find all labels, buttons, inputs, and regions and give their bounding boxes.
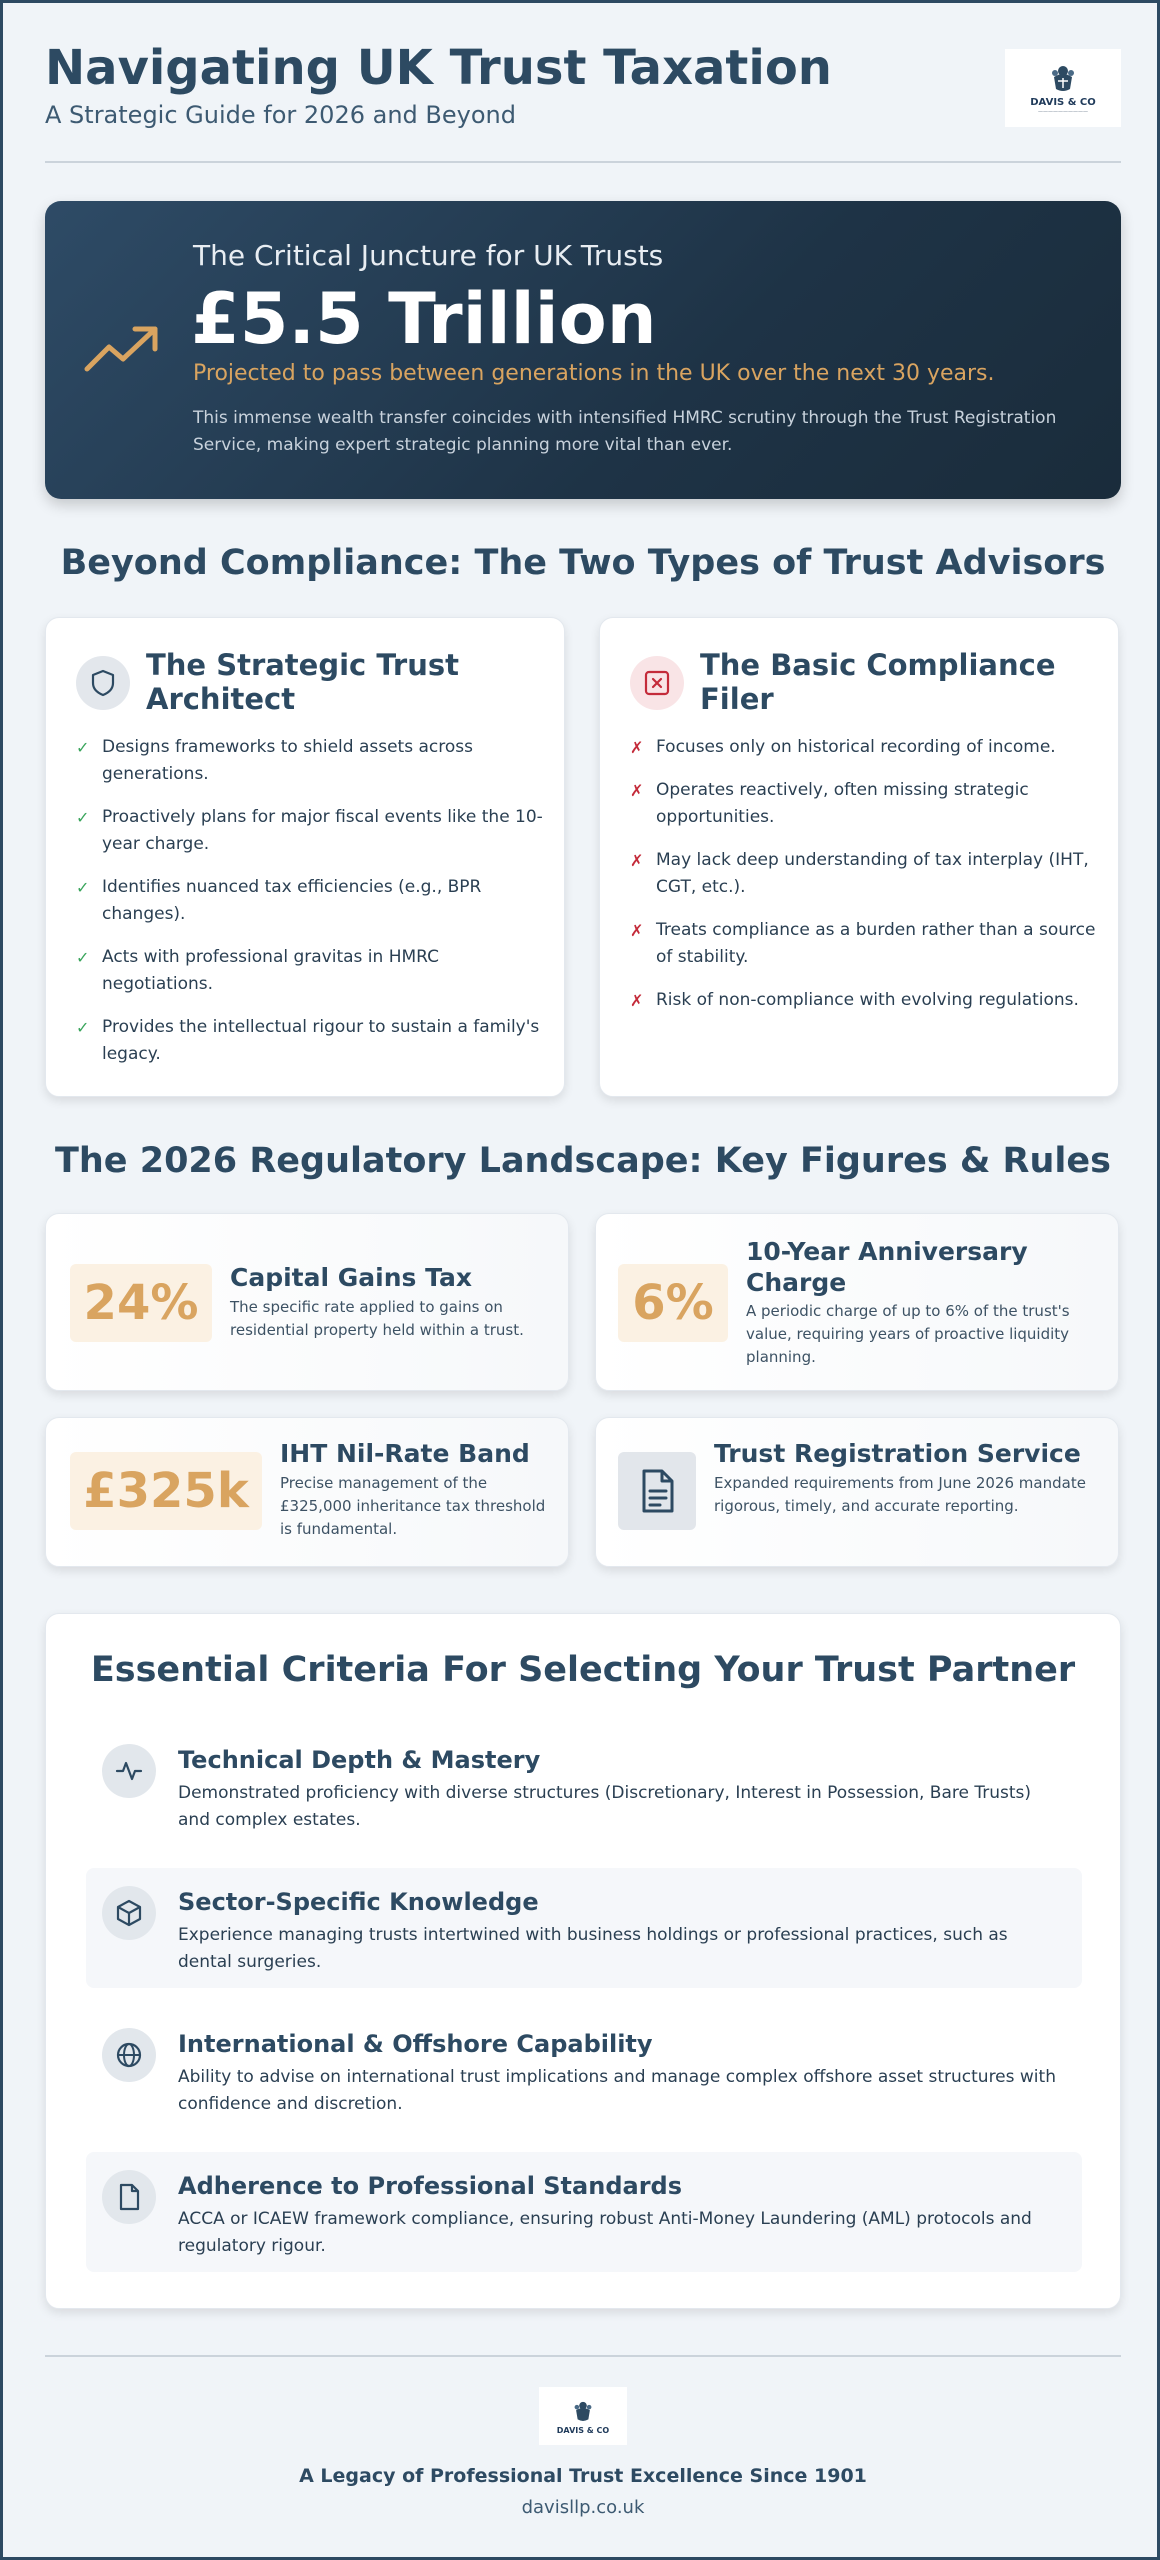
figure-title: IHT Nil-Rate Band bbox=[280, 1439, 530, 1468]
page-subtitle: A Strategic Guide for 2026 and Beyond bbox=[45, 101, 516, 129]
hero-description: This immense wealth transfer coincides with intensified HMRC scrutiny through the Trust Registration Service, making expert strategic planning more vital than ever. bbox=[193, 408, 1057, 455]
check-icon: ✓ bbox=[76, 738, 90, 757]
criteria-description: Demonstrated proficiency with diverse structures (Discretionary, Interest in Possession, Bare Trusts) and complex estates. bbox=[178, 1783, 1032, 1830]
file-icon bbox=[102, 2170, 156, 2224]
check-icon: ✓ bbox=[76, 808, 90, 827]
hero-caption: Projected to pass between generations in the UK over the next 30 years. bbox=[193, 361, 995, 386]
figure-title: 10-Year Anniversary Charge bbox=[746, 1237, 1028, 1297]
figure-title: Capital Gains Tax bbox=[230, 1263, 472, 1292]
criteria-heading: Essential Criteria For Selecting Your Trust Partner bbox=[90, 1650, 1076, 1690]
criteria-item bbox=[86, 1726, 1082, 1846]
list-item: ✗ Operates reactively, often missing strategic opportunities. bbox=[630, 777, 1100, 831]
figure-description: A periodic charge of up to 6% of the trust's value, requiring years of proactive liquidity planning. bbox=[746, 1302, 1070, 1366]
figure-value: 6% bbox=[618, 1264, 728, 1342]
list-item: ✓ Acts with professional gravitas in HMRC negotiations. bbox=[76, 944, 546, 998]
hero-banner bbox=[45, 201, 1121, 499]
criteria-name: Technical Depth & Mastery bbox=[178, 1746, 541, 1774]
advisors-heading: Beyond Compliance: The Two Types of Trust Advisors bbox=[60, 543, 1106, 583]
footer-tagline: A Legacy of Professional Trust Excellence Since 1901 bbox=[299, 2465, 867, 2487]
company-logo bbox=[1005, 49, 1121, 127]
figure-description: The specific rate applied to gains on residential property held within a trust. bbox=[230, 1298, 524, 1339]
figure-card-iht bbox=[45, 1417, 569, 1567]
list-item: ✓ Provides the intellectual rigour to sustain a family's legacy. bbox=[76, 1014, 546, 1068]
list-item: ✗ Risk of non-compliance with evolving regulations. bbox=[630, 987, 1100, 1014]
cross-icon: ✗ bbox=[630, 991, 644, 1010]
footer-website-link[interactable]: davisllp.co.uk bbox=[521, 2497, 645, 2518]
figure-card-cgt bbox=[45, 1213, 569, 1391]
strategic-advisor-title: The Strategic Trust Architect bbox=[146, 648, 459, 716]
figure-card-trs bbox=[595, 1417, 1119, 1567]
criteria-name: Sector-Specific Knowledge bbox=[178, 1888, 539, 1916]
cross-icon: ✗ bbox=[630, 921, 644, 940]
list-item: ✗ Focuses only on historical recording of income. bbox=[630, 734, 1100, 761]
check-icon: ✓ bbox=[76, 1018, 90, 1037]
crest-icon bbox=[570, 2398, 596, 2424]
figure-card-anniversary bbox=[595, 1213, 1119, 1391]
logo-tagline-line: —————————— bbox=[1038, 109, 1088, 115]
criteria-name: Adherence to Professional Standards bbox=[178, 2172, 682, 2200]
check-icon: ✓ bbox=[76, 948, 90, 967]
cross-icon: ✗ bbox=[630, 738, 644, 757]
logo-wordmark: DAVIS & CO bbox=[1030, 97, 1096, 108]
box-icon bbox=[102, 1886, 156, 1940]
figure-value: 24% bbox=[70, 1264, 212, 1342]
activity-icon bbox=[102, 1744, 156, 1798]
regulatory-heading: The 2026 Regulatory Landscape: Key Figures & Rules bbox=[55, 1141, 1111, 1181]
logo-wordmark: DAVIS & CO bbox=[556, 2425, 610, 2435]
strategic-advisor-card bbox=[45, 617, 565, 1097]
criteria-item bbox=[86, 2152, 1082, 2272]
hero-figure: £5.5 Trillion bbox=[191, 278, 657, 360]
figure-description: Expanded requirements from June 2026 mandate rigorous, timely, and accurate reporting. bbox=[714, 1474, 1086, 1515]
hero-kicker: The Critical Juncture for UK Trusts bbox=[193, 239, 664, 272]
footer-logo bbox=[539, 2387, 627, 2445]
criteria-item bbox=[86, 2010, 1082, 2130]
trending-up-icon bbox=[83, 323, 163, 377]
page-header bbox=[45, 39, 1121, 163]
x-square-icon bbox=[630, 656, 684, 710]
figure-value: £325k bbox=[70, 1452, 262, 1530]
check-icon: ✓ bbox=[76, 878, 90, 897]
list-item: ✗ Treats compliance as a burden rather than a source of stability. bbox=[630, 917, 1100, 971]
shield-icon bbox=[76, 656, 130, 710]
list-item: ✓ Designs frameworks to shield assets across generations. bbox=[76, 734, 546, 788]
basic-advisor-list bbox=[630, 734, 1100, 1030]
basic-advisor-title: The Basic Compliance Filer bbox=[700, 648, 1056, 716]
criteria-name: International & Offshore Capability bbox=[178, 2030, 653, 2058]
document-icon bbox=[618, 1452, 696, 1530]
criteria-description: ACCA or ICAEW framework compliance, ensuring robust Anti-Money Laundering (AML) protocols and regulatory rigour. bbox=[178, 2209, 1032, 2256]
list-item: ✗ May lack deep understanding of tax interplay (IHT, CGT, etc.). bbox=[630, 847, 1100, 901]
criteria-panel bbox=[45, 1613, 1121, 2309]
cross-icon: ✗ bbox=[630, 851, 644, 870]
list-item: ✓ Proactively plans for major fiscal events like the 10-year charge. bbox=[76, 804, 546, 858]
figure-description: Precise management of the £325,000 inheritance tax threshold is fundamental. bbox=[280, 1474, 546, 1538]
criteria-description: Experience managing trusts intertwined with business holdings or professional practices, such as dental surgeries. bbox=[178, 1925, 1008, 1972]
list-item: ✓ Identifies nuanced tax efficiencies (e.g., BPR changes). bbox=[76, 874, 546, 928]
strategic-advisor-list bbox=[76, 734, 546, 1084]
criteria-description: Ability to advise on international trust implications and manage complex offshore asset structures with confidence and discretion. bbox=[178, 2067, 1056, 2114]
crest-icon bbox=[1046, 61, 1080, 95]
criteria-item bbox=[86, 1868, 1082, 1988]
basic-advisor-card bbox=[599, 617, 1119, 1097]
footer-divider bbox=[45, 2355, 1121, 2357]
cross-icon: ✗ bbox=[630, 781, 644, 800]
globe-icon bbox=[102, 2028, 156, 2082]
page-title: Navigating UK Trust Taxation bbox=[45, 40, 832, 96]
figure-title: Trust Registration Service bbox=[714, 1439, 1081, 1468]
